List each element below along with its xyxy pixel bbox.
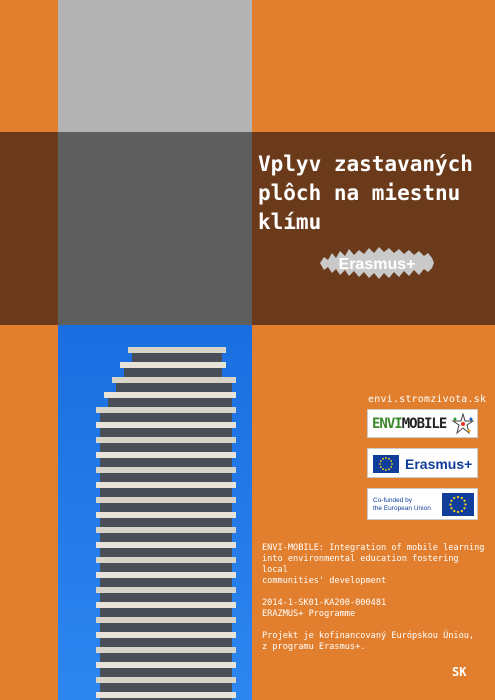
building-window-band [100, 503, 232, 512]
building-window-band [100, 683, 232, 692]
language-code: SK [452, 665, 467, 679]
cover-photo-building [58, 325, 252, 700]
building-window-band [100, 473, 232, 482]
building-window-band [100, 623, 232, 632]
envimobile-logo-text-1: ENVI [372, 416, 402, 432]
eu-star [457, 511, 459, 513]
eu-star [464, 503, 466, 505]
eu-star [388, 468, 390, 470]
eu-star [380, 460, 382, 462]
building-slab [96, 557, 236, 563]
title-line-2: plôch na miestnu [258, 181, 461, 205]
desc-p1-line-2: into environmental education fostering local [262, 554, 459, 575]
erasmus-splash-text: Erasmus+ [338, 256, 416, 273]
building-window-band [100, 578, 232, 587]
building-window-band [116, 383, 232, 392]
building-slab [96, 542, 236, 548]
building-slab [96, 437, 236, 443]
erasmus-plus-logo [367, 448, 478, 478]
desc-p2-line-2: ERAZMUS+ Programme [262, 609, 356, 619]
building-slab [96, 482, 236, 488]
building-window-band [100, 428, 232, 437]
eu-line-1: Co-funded by [373, 497, 413, 504]
eu-star [461, 497, 463, 499]
building-window-band [100, 518, 232, 527]
eu-star [450, 507, 452, 509]
building-slab [120, 362, 226, 368]
website-url: envi.stromzivota.sk [368, 394, 487, 405]
building-window-band [100, 488, 232, 497]
eu-flag-icon [373, 455, 399, 473]
eu-line-2: the European Union [373, 505, 431, 512]
project-description [262, 543, 487, 653]
building-slab [96, 422, 236, 428]
cover-title [258, 150, 493, 237]
building-window-band [100, 413, 232, 422]
building-window-band [132, 353, 222, 362]
building-window-band [100, 653, 232, 662]
erasmus-plus-text: Erasmus+ [405, 456, 473, 472]
building-slab [96, 572, 236, 578]
eu-star [461, 510, 463, 512]
eu-star [379, 463, 381, 465]
star-figure-icon [451, 413, 475, 435]
building-slab [96, 602, 236, 608]
desc-p3-line-1: Projekt je kofinancovaný Európskou Úniou, [262, 631, 475, 641]
building-slab [96, 497, 236, 503]
eu-star [450, 500, 452, 502]
building-slab [96, 692, 236, 698]
eu-star [453, 497, 455, 499]
building-slab [96, 467, 236, 473]
eu-star [382, 458, 384, 460]
building-slab [96, 677, 236, 683]
building-slab [96, 527, 236, 533]
building-slab [96, 512, 236, 518]
building-slab [96, 662, 236, 668]
building-window-band [100, 638, 232, 647]
eu-star [385, 457, 387, 459]
building-window-band [108, 398, 232, 407]
eu-star [463, 500, 465, 502]
building-slab [104, 392, 236, 398]
building-window-band [100, 458, 232, 467]
eu-star [388, 458, 390, 460]
eu-star [391, 463, 393, 465]
building-slab [96, 632, 236, 638]
eu-flag-icon [442, 493, 474, 516]
building-slab [128, 347, 226, 353]
building-slab [96, 647, 236, 653]
building-window-band [100, 533, 232, 542]
desc-p1-line-3: communities' development [262, 576, 387, 586]
building-slab [96, 587, 236, 593]
erasmus-splash-logo [318, 243, 436, 283]
building-window-band [100, 548, 232, 557]
envimobile-logo-text-2: MOBILE [401, 416, 447, 432]
eu-star [380, 466, 382, 468]
eu-star [390, 460, 392, 462]
building-window-band [100, 668, 232, 677]
building-window-band [100, 608, 232, 617]
gray-mid-block [58, 132, 252, 325]
building-slab [96, 407, 236, 413]
desc-p3-line-2: z programu Erasmus+. [262, 642, 366, 652]
eu-star [385, 469, 387, 471]
building-window-band [124, 368, 222, 377]
desc-p2-line-1: 2014-1-SK01-KA200-000481 [262, 598, 387, 608]
title-line-1: Vplyv zastavaných [258, 152, 473, 176]
eu-star [453, 510, 455, 512]
eu-star [390, 466, 392, 468]
building-slab [96, 617, 236, 623]
eu-star [457, 496, 459, 498]
building-window-band [100, 443, 232, 452]
envimobile-logo [367, 409, 478, 438]
title-line-3: klímu [258, 210, 322, 234]
building-slab [112, 377, 236, 383]
eu-star [463, 507, 465, 509]
eu-star [449, 503, 451, 505]
gray-top-block [58, 0, 252, 132]
building-slab [96, 452, 236, 458]
desc-p1-line-1: ENVI-MOBILE: Integration of mobile learning [262, 543, 485, 553]
eu-cofunded-logo [367, 488, 478, 520]
eu-star [382, 468, 384, 470]
building-window-band [100, 593, 232, 602]
building-window-band [100, 563, 232, 572]
